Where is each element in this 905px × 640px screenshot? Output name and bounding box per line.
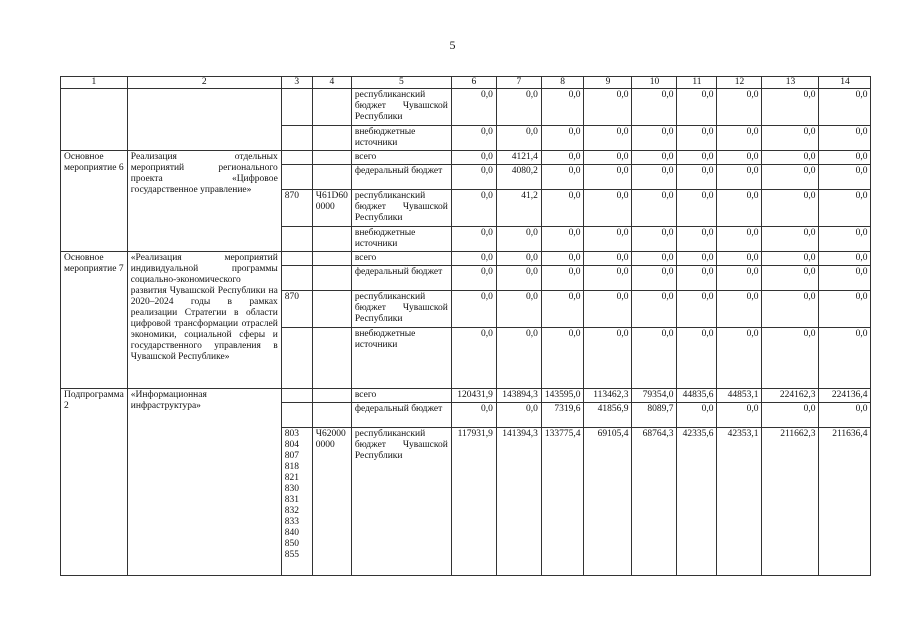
- value-cell: 0,0: [541, 266, 584, 291]
- target-code-cell: [312, 165, 351, 190]
- header-cell: 9: [584, 77, 632, 89]
- value-cell: 0,0: [541, 126, 584, 151]
- source-cell: всего: [351, 151, 451, 165]
- value-cell: 41,2: [496, 190, 541, 227]
- table-body: [61, 89, 871, 576]
- value-cell: 0,0: [584, 165, 632, 190]
- target-code-cell: [312, 89, 351, 126]
- source-cell: внебюджетные источники: [351, 227, 451, 252]
- source-cell: всего: [351, 389, 451, 403]
- value-cell: 120431,9: [451, 389, 496, 403]
- target-code-cell: [312, 328, 351, 389]
- source-cell: республиканский бюджет Чувашской Республики: [351, 291, 451, 328]
- value-cell: 0,0: [451, 126, 496, 151]
- gov-code-cell: [281, 89, 312, 126]
- value-cell: 0,0: [819, 403, 871, 428]
- value-cell: 0,0: [819, 126, 871, 151]
- page-number: 5: [449, 38, 456, 52]
- value-cell: 0,0: [451, 252, 496, 266]
- value-cell: 0,0: [632, 266, 677, 291]
- value-cell: 0,0: [677, 165, 717, 190]
- value-cell: 113462,3: [584, 389, 632, 403]
- value-cell: 0,0: [677, 190, 717, 227]
- value-cell: 0,0: [451, 403, 496, 428]
- value-cell: 69105,4: [584, 428, 632, 576]
- value-cell: 0,0: [451, 190, 496, 227]
- description-cell: Реализация отдельных мероприятий регионального проекта «Цифровое государственное управление»: [127, 151, 281, 252]
- value-cell: 0,0: [717, 291, 762, 328]
- value-cell: 0,0: [677, 266, 717, 291]
- value-cell: 0,0: [584, 190, 632, 227]
- value-cell: 0,0: [584, 151, 632, 165]
- value-cell: 0,0: [496, 291, 541, 328]
- value-cell: 0,0: [451, 165, 496, 190]
- gov-code-cell: 803 804 807 818 821 830 831 832 833 840 850 855: [281, 428, 312, 576]
- value-cell: 0,0: [451, 291, 496, 328]
- value-cell: 0,0: [819, 89, 871, 126]
- table-row: [61, 151, 871, 165]
- value-cell: 224162,3: [762, 389, 819, 403]
- value-cell: 0,0: [677, 227, 717, 252]
- value-cell: 0,0: [677, 291, 717, 328]
- value-cell: 0,0: [819, 328, 871, 389]
- source-cell: федеральный бюджет: [351, 403, 451, 428]
- header-row: [61, 77, 871, 89]
- value-cell: 0,0: [584, 227, 632, 252]
- value-cell: 0,0: [496, 89, 541, 126]
- value-cell: 0,0: [496, 252, 541, 266]
- header-cell: 14: [819, 77, 871, 89]
- source-cell: республиканский бюджет Чувашской Республики: [351, 428, 451, 576]
- target-code-cell: [312, 227, 351, 252]
- table-row: [61, 252, 871, 266]
- program-cell: Подпрограмма 2: [61, 389, 128, 576]
- program-cell: [61, 89, 128, 151]
- gov-code-cell: [281, 151, 312, 165]
- description-cell: «Информационная инфраструктура»: [127, 389, 281, 576]
- value-cell: 143894,3: [496, 389, 541, 403]
- value-cell: 0,0: [677, 328, 717, 389]
- value-cell: 0,0: [762, 291, 819, 328]
- gov-code-cell: [281, 328, 312, 389]
- value-cell: 0,0: [632, 126, 677, 151]
- table-row: [61, 389, 871, 403]
- gov-code-cell: [281, 165, 312, 190]
- gov-code-cell: [281, 389, 312, 403]
- gov-code-cell: [281, 126, 312, 151]
- header-cell: 5: [351, 77, 451, 89]
- value-cell: 0,0: [762, 126, 819, 151]
- value-cell: 0,0: [541, 252, 584, 266]
- header-cell: 2: [127, 77, 281, 89]
- value-cell: 0,0: [632, 89, 677, 126]
- gov-code-cell: [281, 252, 312, 266]
- source-cell: внебюджетные источники: [351, 328, 451, 389]
- value-cell: 0,0: [717, 151, 762, 165]
- target-code-cell: [312, 389, 351, 403]
- target-code-cell: [312, 266, 351, 291]
- target-code-cell: Ч62000 0000: [312, 428, 351, 576]
- target-code-cell: Ч61D60 0000: [312, 190, 351, 227]
- source-cell: республиканский бюджет Чувашской Республики: [351, 89, 451, 126]
- value-cell: 8089,7: [632, 403, 677, 428]
- target-code-cell: [312, 151, 351, 165]
- value-cell: 0,0: [584, 252, 632, 266]
- value-cell: 42353,1: [717, 428, 762, 576]
- target-code-cell: [312, 126, 351, 151]
- program-cell: Основное мероприятие 7: [61, 252, 128, 389]
- value-cell: 0,0: [541, 89, 584, 126]
- value-cell: 0,0: [677, 126, 717, 151]
- value-cell: 211662,3: [762, 428, 819, 576]
- value-cell: 0,0: [451, 151, 496, 165]
- value-cell: 0,0: [451, 89, 496, 126]
- source-cell: всего: [351, 252, 451, 266]
- value-cell: 42335,6: [677, 428, 717, 576]
- program-cell: Основное мероприятие 6: [61, 151, 128, 252]
- value-cell: 0,0: [541, 165, 584, 190]
- header-cell: 6: [451, 77, 496, 89]
- source-cell: федеральный бюджет: [351, 165, 451, 190]
- value-cell: 0,0: [762, 266, 819, 291]
- value-cell: 0,0: [762, 151, 819, 165]
- value-cell: 0,0: [541, 151, 584, 165]
- value-cell: 0,0: [819, 227, 871, 252]
- target-code-cell: [312, 252, 351, 266]
- value-cell: 0,0: [584, 328, 632, 389]
- gov-code-cell: [281, 266, 312, 291]
- value-cell: 4121,4: [496, 151, 541, 165]
- value-cell: 0,0: [632, 328, 677, 389]
- header-cell: 7: [496, 77, 541, 89]
- value-cell: 0,0: [451, 328, 496, 389]
- value-cell: 0,0: [496, 227, 541, 252]
- value-cell: 0,0: [819, 151, 871, 165]
- value-cell: 0,0: [677, 151, 717, 165]
- budget-table: [60, 76, 871, 576]
- value-cell: 0,0: [717, 126, 762, 151]
- value-cell: 0,0: [451, 266, 496, 291]
- value-cell: 0,0: [541, 291, 584, 328]
- value-cell: 0,0: [677, 252, 717, 266]
- value-cell: 0,0: [762, 252, 819, 266]
- value-cell: 143595,0: [541, 389, 584, 403]
- value-cell: 0,0: [717, 252, 762, 266]
- value-cell: 0,0: [541, 227, 584, 252]
- value-cell: 133775,4: [541, 428, 584, 576]
- value-cell: 0,0: [762, 190, 819, 227]
- gov-code-cell: [281, 403, 312, 428]
- value-cell: 0,0: [819, 266, 871, 291]
- value-cell: 44835,6: [677, 389, 717, 403]
- gov-code-cell: [281, 227, 312, 252]
- value-cell: 0,0: [717, 328, 762, 389]
- gov-code-cell: 870: [281, 291, 312, 328]
- description-cell: «Реализация мероприятий индивидуальной программы социально-экономического развития Чувашской Республики на 2020–2024 годы в рамках реализации Стратегии в области цифровой трансформации отраслей экономики, социальной сферы и государственного управления в Чувашской Республике»: [127, 252, 281, 389]
- value-cell: 0,0: [819, 165, 871, 190]
- value-cell: 7319,6: [541, 403, 584, 428]
- header-cell: 13: [762, 77, 819, 89]
- target-code-cell: [312, 291, 351, 328]
- source-cell: республиканский бюджет Чувашской Республики: [351, 190, 451, 227]
- value-cell: 0,0: [584, 126, 632, 151]
- target-code-cell: [312, 403, 351, 428]
- value-cell: 4080,2: [496, 165, 541, 190]
- value-cell: 224136,4: [819, 389, 871, 403]
- value-cell: 0,0: [632, 291, 677, 328]
- header-cell: 4: [312, 77, 351, 89]
- value-cell: 0,0: [632, 151, 677, 165]
- value-cell: 0,0: [677, 89, 717, 126]
- value-cell: 0,0: [717, 266, 762, 291]
- value-cell: 68764,3: [632, 428, 677, 576]
- header-cell: 12: [717, 77, 762, 89]
- value-cell: 0,0: [584, 89, 632, 126]
- value-cell: 0,0: [762, 403, 819, 428]
- value-cell: 0,0: [717, 403, 762, 428]
- value-cell: 0,0: [584, 266, 632, 291]
- value-cell: 0,0: [717, 227, 762, 252]
- value-cell: 0,0: [677, 403, 717, 428]
- header-cell: 11: [677, 77, 717, 89]
- source-cell: внебюджетные источники: [351, 126, 451, 151]
- value-cell: 0,0: [451, 227, 496, 252]
- value-cell: 0,0: [762, 89, 819, 126]
- description-cell: [127, 89, 281, 151]
- gov-code-cell: 870: [281, 190, 312, 227]
- header-cell: 8: [541, 77, 584, 89]
- value-cell: 0,0: [762, 165, 819, 190]
- value-cell: 0,0: [762, 227, 819, 252]
- value-cell: 0,0: [819, 190, 871, 227]
- value-cell: 0,0: [496, 328, 541, 389]
- value-cell: 0,0: [717, 190, 762, 227]
- value-cell: 0,0: [819, 291, 871, 328]
- value-cell: 79354,0: [632, 389, 677, 403]
- value-cell: 141394,3: [496, 428, 541, 576]
- value-cell: 0,0: [632, 252, 677, 266]
- value-cell: 0,0: [717, 165, 762, 190]
- value-cell: 0,0: [632, 190, 677, 227]
- header-cell: 1: [61, 77, 128, 89]
- value-cell: 0,0: [541, 190, 584, 227]
- value-cell: 0,0: [496, 403, 541, 428]
- value-cell: 0,0: [584, 291, 632, 328]
- value-cell: 0,0: [717, 89, 762, 126]
- value-cell: 0,0: [541, 328, 584, 389]
- value-cell: 117931,9: [451, 428, 496, 576]
- header-cell: 3: [281, 77, 312, 89]
- value-cell: 211636,4: [819, 428, 871, 576]
- value-cell: 0,0: [496, 126, 541, 151]
- source-cell: федеральный бюджет: [351, 266, 451, 291]
- value-cell: 44853,1: [717, 389, 762, 403]
- table-row: [61, 89, 871, 126]
- value-cell: 0,0: [632, 165, 677, 190]
- value-cell: 0,0: [496, 266, 541, 291]
- value-cell: 41856,9: [584, 403, 632, 428]
- value-cell: 0,0: [632, 227, 677, 252]
- value-cell: 0,0: [819, 252, 871, 266]
- value-cell: 0,0: [762, 328, 819, 389]
- header-cell: 10: [632, 77, 677, 89]
